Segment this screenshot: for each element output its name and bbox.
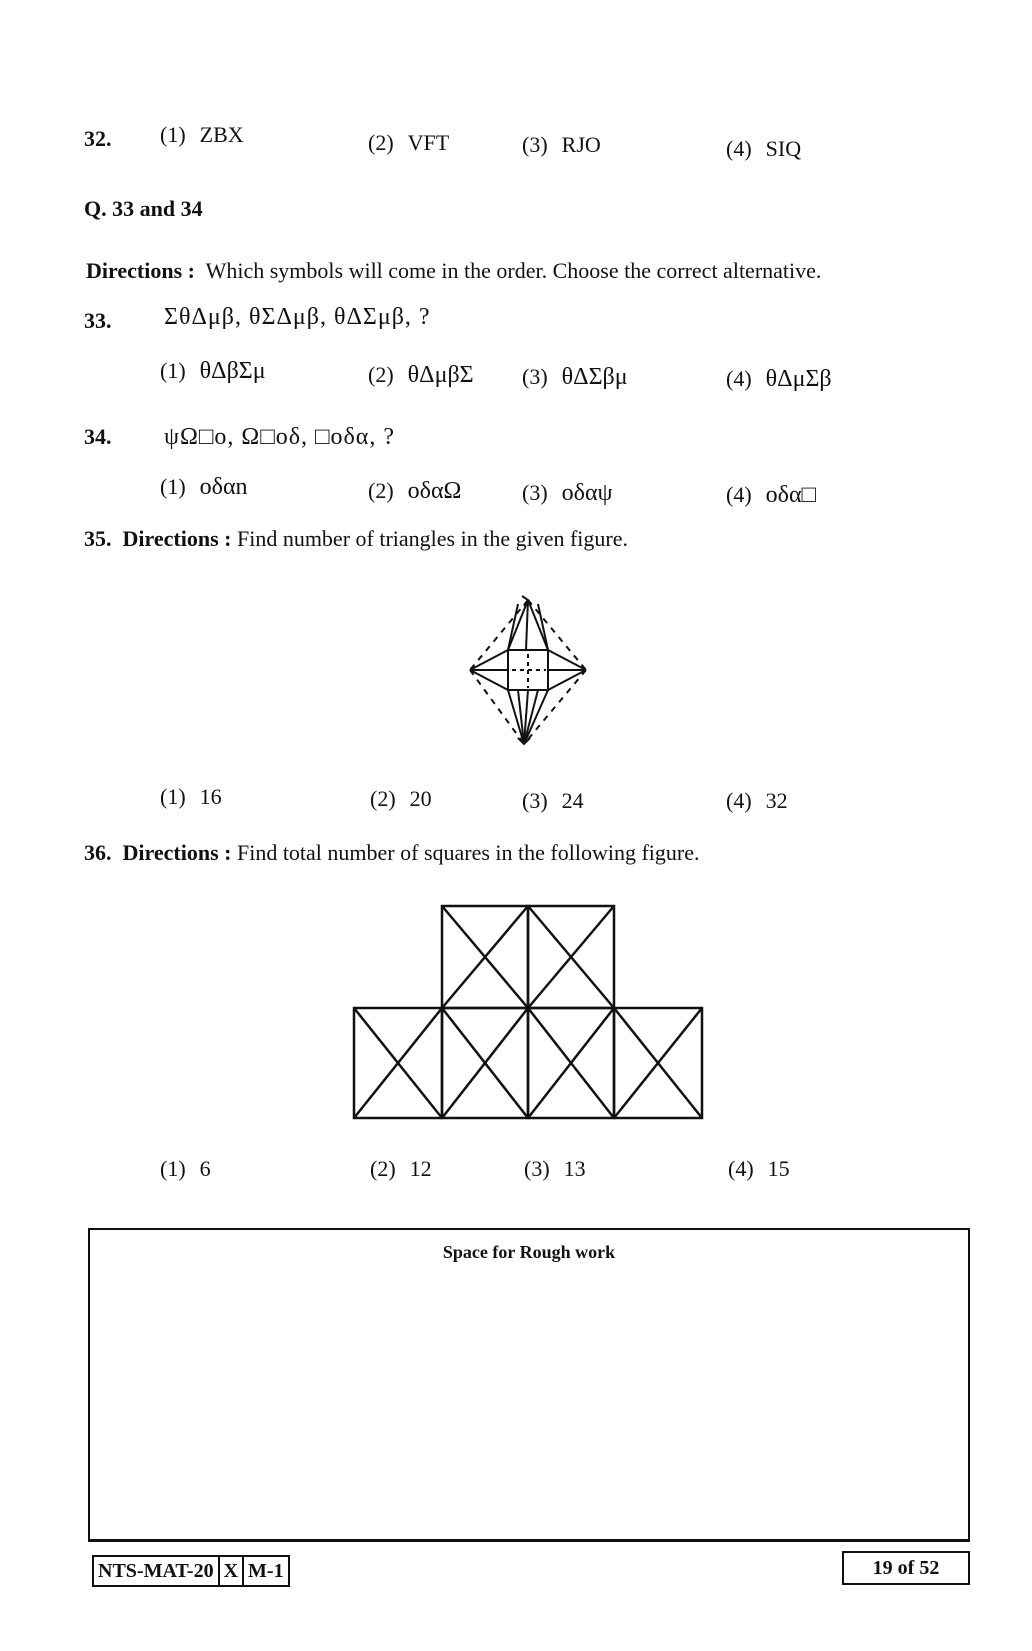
page-number: 19 of 52 — [842, 1551, 970, 1585]
q35-option-2 — [370, 786, 432, 812]
q35-option-1-text: 16 — [199, 784, 222, 809]
q34-option-3 — [522, 480, 613, 507]
fig35-line — [470, 650, 508, 670]
q34-option-1 — [160, 474, 248, 501]
footer-code-box — [92, 1555, 290, 1587]
q33-option-2-text: θΔμβΣ — [407, 362, 474, 388]
q32-option-1-text: ZBX — [199, 122, 244, 147]
question-number-35: 35. — [84, 526, 112, 551]
question-number-34: 34. — [84, 424, 112, 449]
q36-option-4 — [728, 1156, 790, 1182]
q35-option-1 — [160, 784, 222, 810]
group-heading: Q. 33 and 34 — [84, 196, 203, 221]
q34-option-3-text: οδαψ — [561, 480, 613, 506]
q34-option-3-number: (3) — [522, 480, 548, 505]
fig35-line — [526, 600, 528, 650]
q32-option-3-number: (3) — [522, 132, 548, 157]
q35-option-1-number: (1) — [160, 784, 186, 809]
q34-sequence: ψΩ□ο, Ω□οδ, □οδα, ? — [164, 424, 396, 450]
fig35-line — [548, 650, 586, 670]
q32-option-4-number: (4) — [726, 136, 752, 161]
q33-option-1 — [160, 358, 266, 385]
directions-label: Directions : — [86, 258, 195, 283]
q34-option-1-number: (1) — [160, 474, 186, 499]
q35-option-4-text: 32 — [765, 788, 788, 813]
q36-option-4-number: (4) — [728, 1156, 754, 1181]
q35-option-3-number: (3) — [522, 788, 548, 813]
q33-option-1-text: θΔβΣμ — [199, 358, 266, 384]
q33-option-3 — [522, 364, 628, 391]
q35-text: Find number of triangles in the given figure. — [236, 526, 628, 551]
q34-option-1-text: οδαn — [199, 474, 248, 500]
q36-option-2-number: (2) — [370, 1156, 396, 1181]
q32-option-4 — [726, 136, 801, 162]
directions-line — [86, 258, 821, 284]
fig35-dashed-edge — [528, 600, 586, 670]
q36-option-3-number: (3) — [524, 1156, 550, 1181]
fig35-line — [470, 670, 508, 690]
q36-option-1 — [160, 1156, 211, 1182]
rough-work-title: Space for Rough work — [442, 1242, 616, 1262]
q34-option-2 — [368, 478, 461, 505]
q33-sequence: ΣθΔμβ, θΣΔμβ, θΔΣμβ, ? — [164, 304, 431, 330]
question-number-32: 32. — [84, 126, 112, 151]
q34-option-4-text: οδα□ — [765, 482, 817, 508]
q33-option-2-number: (2) — [368, 362, 394, 387]
q35-directions-label: Directions : — [122, 526, 232, 551]
q33-option-1-number: (1) — [160, 358, 186, 383]
q35-option-4 — [726, 788, 788, 814]
q36-option-3 — [524, 1156, 586, 1182]
rough-work-box — [88, 1228, 970, 1542]
q35-option-2-number: (2) — [370, 786, 396, 811]
fig35-dashed-edge — [470, 670, 524, 744]
q34-option-2-text: οδαΩ — [407, 478, 462, 504]
q35-option-3-text: 24 — [561, 788, 584, 813]
q32-option-1 — [160, 122, 244, 148]
q36-option-1-text: 6 — [199, 1156, 211, 1181]
q36-text: Find total number of squares in the following figure. — [236, 840, 700, 865]
question-number-33: 33. — [84, 308, 112, 333]
fig35-dashed-edge — [470, 600, 528, 670]
q36-option-2-text: 12 — [409, 1156, 432, 1181]
q36-option-4-text: 15 — [767, 1156, 790, 1181]
q32-option-3-text: RJO — [561, 132, 601, 157]
q34-option-4-number: (4) — [726, 482, 752, 507]
q35-option-3 — [522, 788, 584, 814]
q32-option-2-number: (2) — [368, 130, 394, 155]
squares-figure — [346, 898, 710, 1126]
q36-line — [84, 840, 700, 866]
q36-option-2 — [370, 1156, 432, 1182]
q35-line — [84, 526, 628, 552]
footer-class: X — [220, 1557, 244, 1585]
fig35-line — [548, 670, 586, 690]
q32-option-1-number: (1) — [160, 122, 186, 147]
directions-text: Which symbols will come in the order. Choose the correct alternative. — [205, 258, 822, 283]
question-number-36: 36. — [84, 840, 112, 865]
q32-option-3 — [522, 132, 601, 158]
q34-option-4 — [726, 482, 816, 509]
q35-option-4-number: (4) — [726, 788, 752, 813]
q33-option-3-number: (3) — [522, 364, 548, 389]
footer-code: NTS-MAT-20 — [94, 1557, 220, 1585]
q32-option-4-text: SIQ — [765, 136, 802, 161]
q36-option-1-number: (1) — [160, 1156, 186, 1181]
footer-set: M-1 — [248, 1559, 284, 1582]
q33-option-4-text: θΔμΣβ — [765, 366, 832, 392]
q33-option-3-text: θΔΣβμ — [561, 364, 628, 390]
q35-option-2-text: 20 — [409, 786, 432, 811]
q34-option-2-number: (2) — [368, 478, 394, 503]
triangle-figure — [462, 594, 592, 754]
q33-option-2 — [368, 362, 474, 389]
q32-option-2-text: VFT — [407, 130, 450, 155]
q33-option-4 — [726, 366, 832, 393]
q36-option-3-text: 13 — [563, 1156, 586, 1181]
q32-option-2 — [368, 130, 449, 156]
q33-option-4-number: (4) — [726, 366, 752, 391]
q36-directions-label: Directions : — [122, 840, 232, 865]
